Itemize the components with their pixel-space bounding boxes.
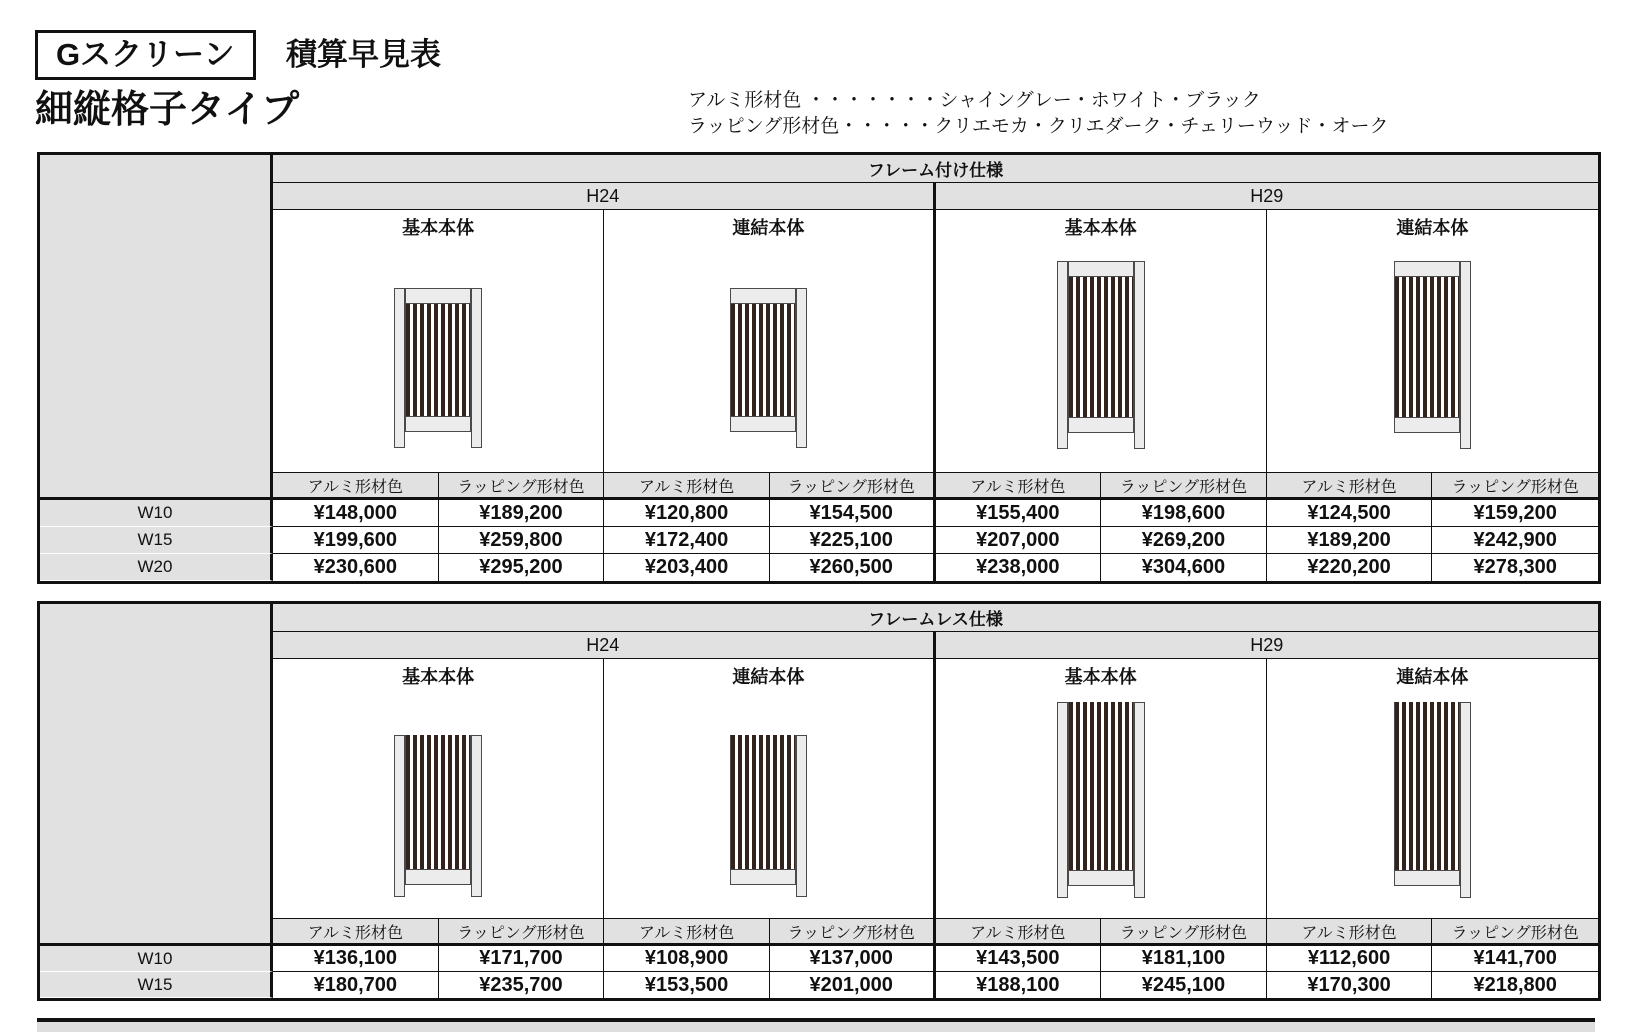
price-cell: ¥230,600: [273, 554, 439, 581]
price-cell: ¥203,400: [604, 554, 770, 581]
next-section-partial: [37, 1018, 1595, 1032]
price-cell: ¥180,700: [273, 972, 439, 998]
price-cell: ¥153,500: [604, 972, 770, 998]
vertical-slats: [1068, 702, 1134, 870]
bottom-rail: [730, 416, 796, 432]
bottom-rail: [1394, 417, 1460, 433]
screen-panel: [405, 288, 471, 432]
price-cell: ¥201,000: [770, 972, 936, 998]
doc-title: 積算早見表: [286, 37, 441, 72]
screen-panel: [1394, 261, 1460, 433]
price-cell: ¥120,800: [604, 500, 770, 527]
unit-cell-h24-connect: [604, 210, 935, 473]
unit-label: 連結本体: [732, 218, 805, 238]
bottom-rail: [1068, 870, 1134, 886]
height-group-h24: H24: [273, 183, 936, 210]
price-cell: ¥141,700: [1432, 946, 1598, 972]
size-row-label: W10: [40, 946, 273, 972]
price-table-frameless-spec: [37, 601, 1601, 1001]
size-row-label: W10: [40, 500, 273, 527]
col-header: アルミ形材色: [273, 919, 439, 946]
price-cell: ¥198,600: [1101, 500, 1267, 527]
col-header: アルミ形材色: [936, 473, 1102, 500]
corner-cell: [40, 604, 273, 946]
post-left: [394, 735, 405, 897]
screen-figure-frameless-basic-h24: [394, 735, 482, 897]
col-header: ラッピング形材色: [1432, 919, 1598, 946]
bottom-rail: [730, 869, 796, 885]
col-header: アルミ形材色: [273, 473, 439, 500]
col-header: ラッピング形材色: [770, 473, 936, 500]
price-table-frame-spec: [37, 152, 1601, 584]
color-note-aluminum: アルミ形材色 ・・・・・・・シャイングレー・ホワイト・ブラック: [688, 90, 1261, 111]
price-cell: ¥155,400: [936, 500, 1102, 527]
unit-cell-h29-connect: [1267, 659, 1598, 919]
col-header: ラッピング形材色: [439, 919, 605, 946]
top-rail: [1068, 261, 1134, 277]
col-header: ラッピング形材色: [1101, 919, 1267, 946]
price-cell: ¥148,000: [273, 500, 439, 527]
post-right: [1460, 261, 1471, 449]
height-group-h29: H29: [936, 183, 1599, 210]
screen-figure-framed-connect-h24: [730, 288, 807, 448]
unit-label: 基本本体: [402, 218, 475, 238]
size-row-label: W15: [40, 972, 273, 998]
col-header: アルミ形材色: [936, 919, 1102, 946]
price-cell: ¥188,100: [936, 972, 1102, 998]
color-notes: [688, 88, 1389, 140]
color-note-wrapping: ラッピング形材色・・・・・クリエモカ・クリエダーク・チェリーウッド・オーク: [688, 116, 1389, 137]
screen-panel: [405, 735, 471, 885]
post-right: [471, 735, 482, 897]
vertical-slats: [405, 304, 471, 416]
price-cell: ¥242,900: [1432, 527, 1598, 554]
price-cell: ¥278,300: [1473, 556, 1557, 578]
unit-label: 連結本体: [1396, 218, 1469, 238]
height-group-h29: H29: [936, 632, 1599, 659]
height-group-h24: H24: [273, 632, 936, 659]
screen-figure-framed-basic-h29: [1057, 261, 1145, 449]
price-cell: ¥199,600: [273, 527, 439, 554]
post-right: [796, 288, 807, 448]
price-cell: ¥304,600: [1101, 554, 1267, 581]
price-cell: ¥143,500: [936, 946, 1102, 972]
page-title: 細縦格子タイプ: [35, 89, 300, 131]
vertical-slats: [1394, 702, 1460, 870]
price-cell: ¥207,000: [936, 527, 1102, 554]
screen-figure-framed-connect-h29: [1394, 261, 1471, 449]
screen-figure-frameless-connect-h29: [1394, 702, 1471, 898]
screen-panel: [730, 288, 796, 432]
price-cell: ¥220,200: [1267, 554, 1433, 581]
bottom-rail: [405, 869, 471, 885]
col-header: ラッピング形材色: [439, 473, 605, 500]
bottom-rail: [405, 416, 471, 432]
post-right: [796, 735, 807, 897]
price-cell: ¥245,100: [1101, 972, 1267, 998]
post-left: [1057, 261, 1068, 449]
price-cell: ¥124,500: [1267, 500, 1433, 527]
price-cell: ¥189,200: [1267, 527, 1433, 554]
product-badge: Gスクリーン: [35, 30, 256, 80]
price-cell: ¥189,200: [439, 500, 605, 527]
col-header: アルミ形材色: [604, 473, 770, 500]
col-header: アルミ形材色: [604, 919, 770, 946]
unit-label: 連結本体: [1396, 667, 1469, 687]
price-cell: ¥171,700: [439, 946, 605, 972]
unit-cell-h24-basic: [273, 210, 604, 473]
bottom-rail: [1394, 870, 1460, 886]
price-cell: ¥137,000: [770, 946, 936, 972]
unit-label: 基本本体: [1064, 218, 1137, 238]
price-cell: ¥269,200: [1101, 527, 1267, 554]
size-row-label: W20: [40, 554, 273, 581]
screen-figure-frameless-basic-h29: [1057, 702, 1145, 898]
vertical-slats: [405, 735, 471, 869]
screen-panel: [730, 735, 796, 885]
col-header: アルミ形材色: [1267, 473, 1433, 500]
top-rail: [405, 288, 471, 304]
vertical-slats: [1068, 277, 1134, 417]
table-title: フレームレス仕様: [273, 604, 1598, 632]
col-header: アルミ形材色: [1267, 919, 1433, 946]
post-right: [471, 288, 482, 448]
post-left: [394, 288, 405, 448]
unit-cell-h24-basic: [273, 659, 604, 919]
unit-cell-h29-basic: [936, 210, 1267, 473]
price-cell: ¥181,100: [1101, 946, 1267, 972]
bottom-rail: [1068, 417, 1134, 433]
price-cell: ¥295,200: [439, 554, 605, 581]
price-cell: ¥170,300: [1267, 972, 1433, 998]
post-right: [1460, 702, 1471, 898]
price-cell: ¥259,800: [439, 527, 605, 554]
unit-cell-h29-basic: [936, 659, 1267, 919]
col-header: ラッピング形材色: [1432, 473, 1598, 500]
screen-figure-framed-basic-h24: [394, 288, 482, 448]
price-cell: ¥108,900: [604, 946, 770, 972]
unit-cell-h24-connect: [604, 659, 935, 919]
price-cell: ¥154,500: [770, 500, 936, 527]
price-cell: ¥136,100: [273, 946, 439, 972]
price-cell: ¥235,700: [439, 972, 605, 998]
price-cell: ¥112,600: [1267, 946, 1433, 972]
price-cell: ¥172,400: [604, 527, 770, 554]
size-row-label: W15: [40, 527, 273, 554]
vertical-slats: [730, 304, 796, 416]
screen-panel: [1394, 702, 1460, 886]
price-cell: ¥218,800: [1473, 973, 1557, 996]
unit-label: 基本本体: [402, 667, 475, 687]
price-cell: ¥238,000: [936, 554, 1102, 581]
price-cell: ¥260,500: [770, 554, 936, 581]
post-right: [1134, 261, 1145, 449]
screen-figure-frameless-connect-h24: [730, 735, 807, 897]
unit-cell-h29-connect: [1267, 210, 1598, 473]
vertical-slats: [730, 735, 796, 869]
unit-label: 基本本体: [1064, 667, 1137, 687]
post-right: [1134, 702, 1145, 898]
table-title: フレーム付け仕様: [273, 155, 1598, 183]
price-cell: ¥159,200: [1432, 500, 1598, 527]
top-rail: [730, 288, 796, 304]
price-cell: ¥225,100: [770, 527, 936, 554]
col-header: ラッピング形材色: [1101, 473, 1267, 500]
corner-cell: [40, 155, 273, 500]
screen-panel: [1068, 702, 1134, 886]
top-rail: [1394, 261, 1460, 277]
vertical-slats: [1394, 277, 1460, 417]
unit-label: 連結本体: [732, 667, 805, 687]
screen-panel: [1068, 261, 1134, 433]
post-left: [1057, 702, 1068, 898]
col-header: ラッピング形材色: [770, 919, 936, 946]
